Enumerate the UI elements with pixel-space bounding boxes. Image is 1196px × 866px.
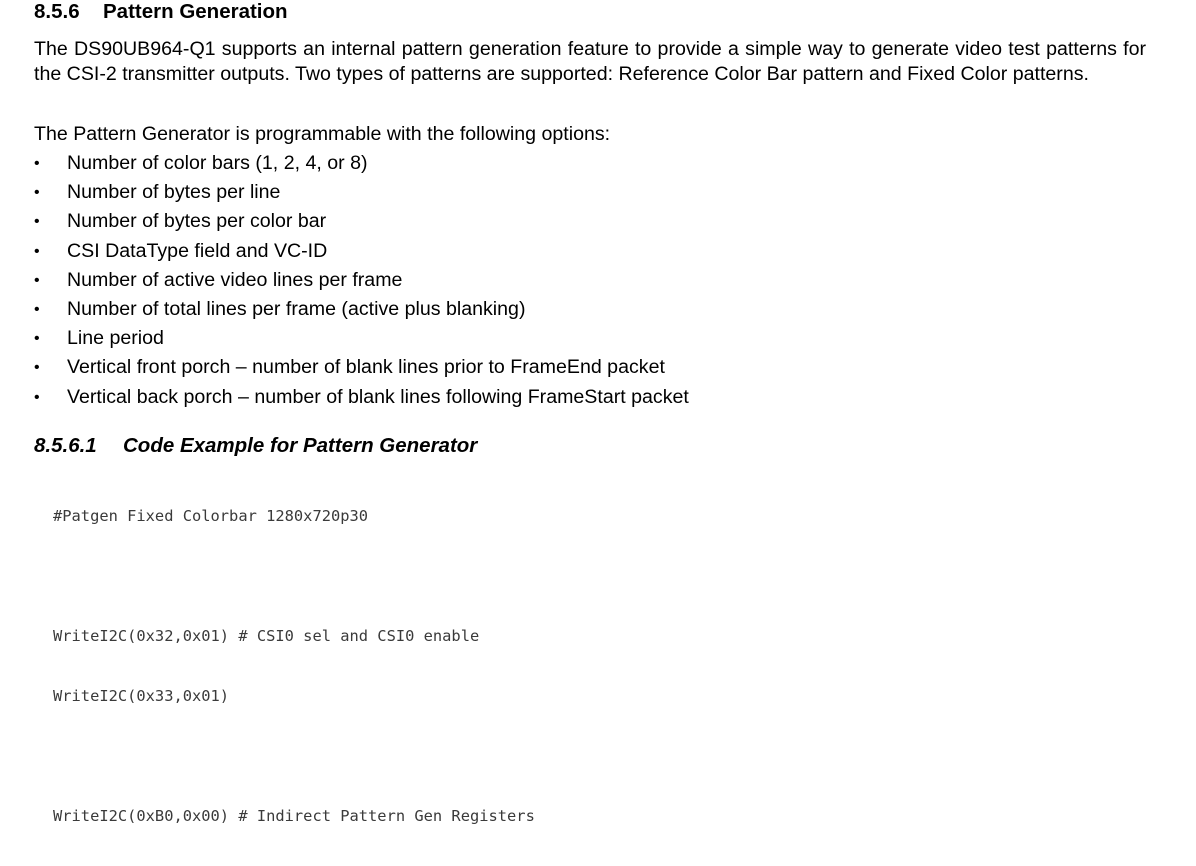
subsection-heading xyxy=(34,433,477,459)
bullet-icon: • xyxy=(34,155,40,172)
code-line: #Patgen Fixed Colorbar 1280x720p30 xyxy=(53,507,369,525)
section-heading xyxy=(34,0,288,24)
bullet-icon: • xyxy=(34,330,40,348)
list-item xyxy=(34,180,689,209)
section-title: Pattern Generation xyxy=(103,0,288,23)
code-block xyxy=(53,466,535,866)
options-list xyxy=(34,151,689,414)
code-line: WriteI2C(0x32,0x01) # CSI0 sel and CSI0 enable xyxy=(53,627,480,645)
section-number: 8.5.6 xyxy=(34,0,80,23)
intro-paragraph: The DS90UB964-Q1 supports an internal pattern generation feature to provide a simple way to generate video test patterns for the CSI-2 transmitter outputs. Two types of patterns are supported: Reference Color Bar pattern and Fixed Color patterns. xyxy=(34,38,1146,85)
list-item-text: CSI DataType field and VC-ID xyxy=(67,239,328,262)
bullet-icon: • xyxy=(34,300,40,318)
list-item-text: Number of total lines per frame (active plus blanking) xyxy=(67,297,526,320)
list-item xyxy=(34,268,689,297)
bullet-icon: • xyxy=(34,388,40,406)
bullet-icon: • xyxy=(34,359,40,377)
code-line: WriteI2C(0x33,0x01) xyxy=(53,687,230,705)
list-item-text: Number of bytes per color bar xyxy=(67,210,327,233)
bullet-icon: • xyxy=(34,184,40,202)
list-item-text: Vertical front porch – number of blank lines prior to FrameEnd packet xyxy=(67,356,665,379)
list-item-text: Number of bytes per line xyxy=(67,181,281,204)
list-item xyxy=(34,239,689,268)
subsection-number: 8.5.6.1 xyxy=(34,434,97,457)
code-line xyxy=(53,746,535,766)
code-line: WriteI2C(0xB0,0x00) # Indirect Pattern Gen Registers xyxy=(53,807,535,825)
code-line xyxy=(53,566,535,586)
list-item xyxy=(34,297,689,326)
list-item xyxy=(34,385,689,414)
list-item-text: Number of active video lines per frame xyxy=(67,268,403,291)
subsection-title: Code Example for Pattern Generator xyxy=(123,434,478,457)
list-item-text: Line period xyxy=(67,327,164,350)
list-item xyxy=(34,355,689,384)
bullet-icon: • xyxy=(34,213,40,231)
bullet-icon: • xyxy=(34,242,40,260)
bullet-icon: • xyxy=(34,271,40,289)
list-item xyxy=(34,326,689,355)
list-item xyxy=(34,151,689,180)
list-item xyxy=(34,209,689,238)
options-lead-text: The Pattern Generator is programmable with the following options: xyxy=(34,123,611,145)
list-item-text: Number of color bars (1, 2, 4, or 8) xyxy=(67,152,368,174)
list-item-text: Vertical back porch – number of blank lines following FrameStart packet xyxy=(67,385,689,408)
